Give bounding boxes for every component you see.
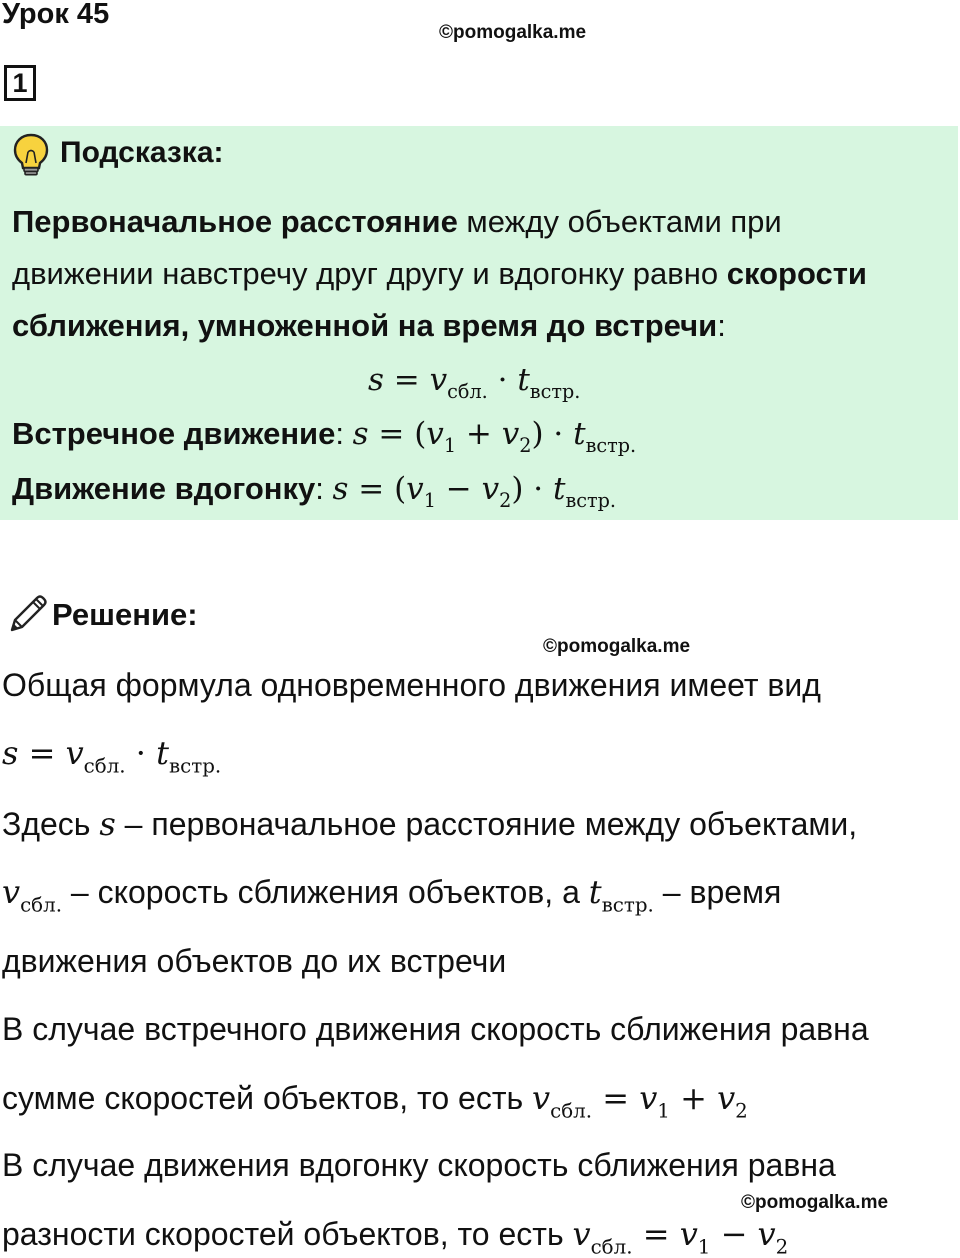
task-number: 1 <box>4 65 36 101</box>
solution-line: сумме скоростей объектов, то есть $v_{сбл.} = v_1 + v_2$ <box>2 1079 748 1123</box>
pencil-icon <box>6 592 50 636</box>
solution-line: $v_{сбл.}$ – скорость сближения объектов, а $t_{встр.}$ – время <box>2 873 782 917</box>
solution-line: В случае встречного движения скорость сближения равна <box>2 1011 869 1047</box>
watermark: ©pomogalka.me <box>741 1192 889 1213</box>
solution-line: В случае движения вдогонку скорость сближения равна <box>2 1147 836 1183</box>
hint-line: сближения, умноженной на время до встречи: <box>12 308 726 343</box>
solution-formula: $s = v_{сбл.} \cdot t_{встр.}$ <box>2 734 222 778</box>
hint-title: Подсказка: <box>60 136 224 169</box>
chase-motion-line: Движение вдогонку: $s = (v_1 - v_2) \cdot t_{встр.}$ <box>12 471 617 513</box>
solution-line: Общая формула одновременного движения имеет вид <box>2 667 821 703</box>
hint-formula: $s = v_{сбл.} \cdot t_{встр.}$ <box>368 362 581 404</box>
lesson-title: Урок 45 <box>2 0 110 30</box>
solution-line: Здесь s – первоначальное расстояние между объектами, <box>2 805 858 843</box>
solution-line: движения объектов до их встречи <box>2 943 507 979</box>
lightbulb-icon <box>12 133 50 177</box>
oncoming-motion-line: Встречное движение: $s = (v_1 + v_2) \cdot t_{встр.}$ <box>12 416 637 458</box>
hint-line: Первоначальное расстояние между объектами при <box>12 204 782 239</box>
watermark: ©pomogalka.me <box>439 22 587 43</box>
hint-line: движении навстречу друг другу и вдогонку равно скорости <box>12 256 867 291</box>
watermark: ©pomogalka.me <box>543 636 691 657</box>
solution-title: Решение: <box>52 597 198 632</box>
solution-line: разности скоростей объектов, то есть $v_{сбл.} = v_1 - v_2$ <box>2 1215 789 1258</box>
